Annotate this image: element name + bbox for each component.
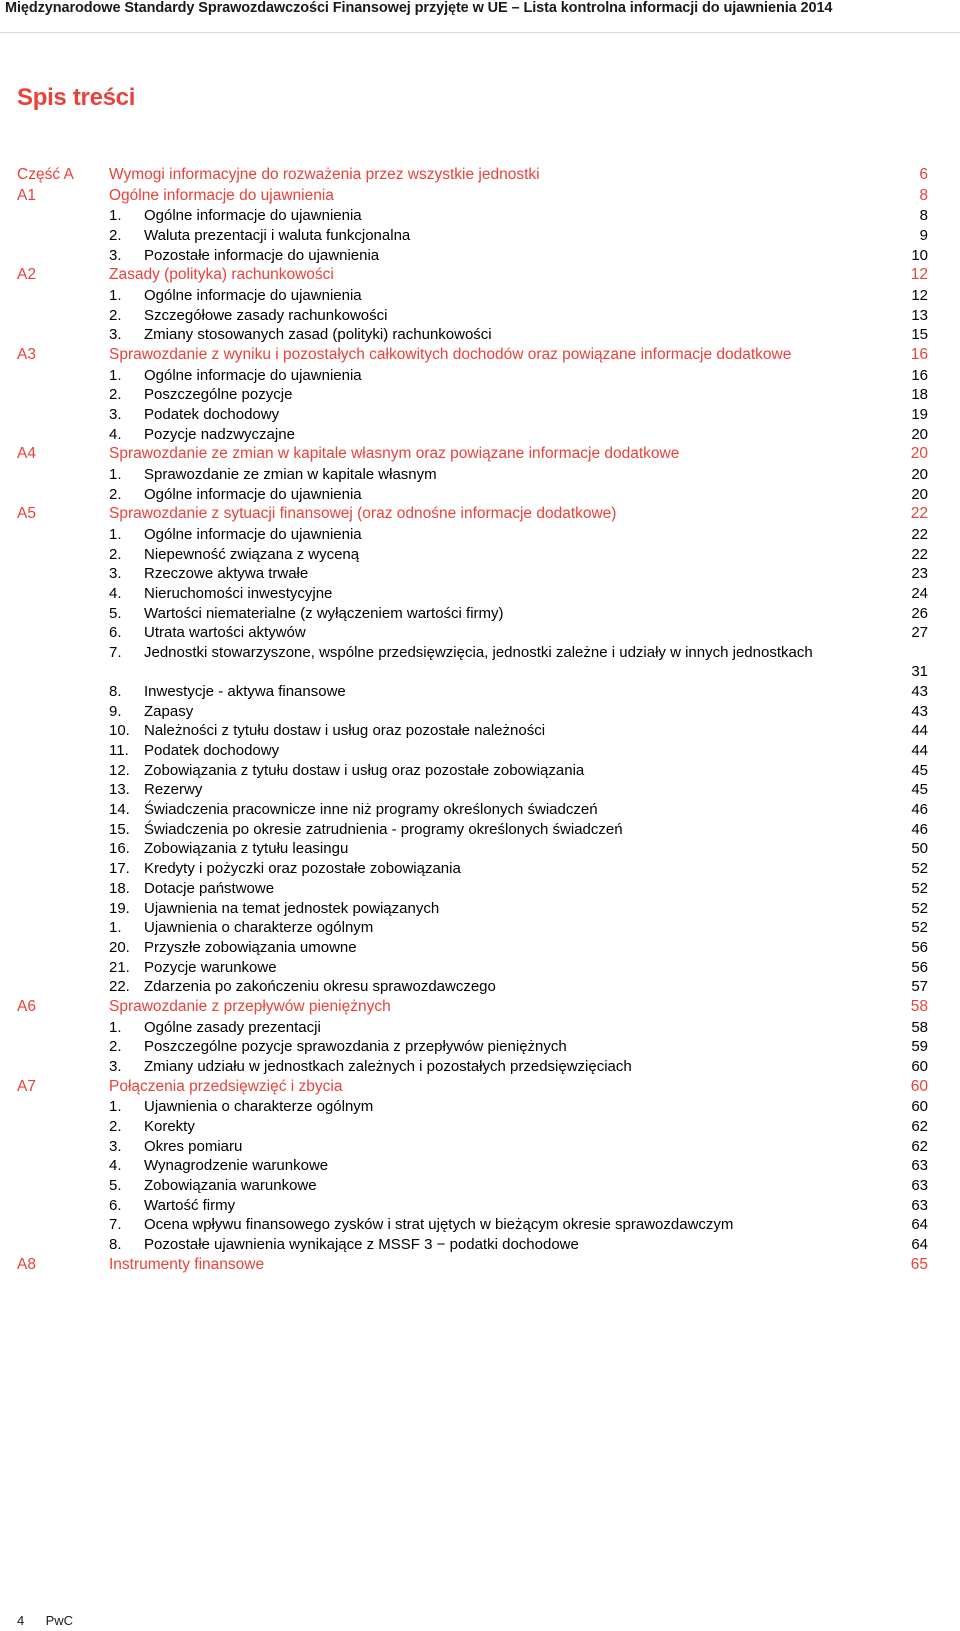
toc-item-label: Ogólne informacje do ujawnienia <box>144 366 362 384</box>
toc-section-title: Sprawozdanie ze zmian w kapitale własnym oraz powiązane informacje dodatkowe <box>109 445 680 463</box>
toc-item-label: Świadczenia pracownicze inne niż programy określonych świadczeń <box>144 801 598 819</box>
toc-item-label: Zmiany stosowanych zasad (polityki) rachunkowości <box>144 326 492 344</box>
toc-item-row[interactable] <box>0 643 960 682</box>
toc-page-number: 64 <box>911 1236 928 1253</box>
toc-item-number: 2. <box>109 1117 122 1135</box>
toc-item-row[interactable] <box>0 325 960 345</box>
toc-page-number: 19 <box>911 405 928 423</box>
toc-page-number: 20 <box>911 465 928 483</box>
toc-item-label: Ogólne informacje do ujawnienia <box>144 485 362 503</box>
toc-item-number: 3. <box>109 1057 122 1075</box>
toc-item-row[interactable] <box>0 918 960 938</box>
toc-item-label: Ujawnienia o charakterze ogólnym <box>144 919 374 937</box>
toc-section-title: Połączenia przedsięwzięć i zbycia <box>109 1077 343 1095</box>
toc-item-number: 2. <box>109 545 122 563</box>
toc-item-row[interactable] <box>0 977 960 997</box>
toc-page-number: 46 <box>911 820 928 838</box>
toc-item-label: Rzeczowe aktywa trwałe <box>144 565 309 583</box>
toc-item-label: Jednostki stowarzyszone, wspólne przedsięwzięcia, jednostki zależne i udziały w innych jednostkach <box>144 643 813 661</box>
toc-item-number: 3. <box>109 1137 122 1155</box>
toc-item-row[interactable] <box>0 839 960 859</box>
toc-page-number: 60 <box>911 1057 928 1075</box>
toc-page-number: 52 <box>911 879 928 897</box>
toc-item-number: 5. <box>109 604 122 622</box>
toc-page-number: 57 <box>911 978 928 996</box>
toc-item-row[interactable] <box>0 761 960 781</box>
toc-page-number: 63 <box>911 1176 928 1194</box>
toc-page-number: 10 <box>911 246 928 264</box>
toc-item-label: Pozostałe ujawnienia wynikające z MSSF 3 − podatki dochodowe <box>144 1236 579 1253</box>
toc-page-number: 27 <box>911 624 928 642</box>
toc-page-number: 63 <box>911 1196 928 1214</box>
toc-item-label: Podatek dochodowy <box>144 405 280 423</box>
toc-item-label: Korekty <box>144 1117 195 1135</box>
toc-section-row[interactable] <box>0 165 960 186</box>
toc-item-number: 6. <box>109 1196 122 1214</box>
toc-item-row[interactable] <box>0 545 960 565</box>
toc-item-number: 1. <box>109 286 122 304</box>
toc-item-label: Zapasy <box>144 702 194 720</box>
toc-item-number: 12. <box>109 761 130 779</box>
toc-section-code: Część A <box>17 166 74 183</box>
toc-item-label: Ogólne informacje do ujawnienia <box>144 207 362 225</box>
toc-page-number: 20 <box>911 425 928 443</box>
toc-section-code: A3 <box>17 345 36 363</box>
toc-item-row[interactable] <box>0 425 960 445</box>
toc-page-number: 15 <box>911 326 928 344</box>
toc-item-number: 7. <box>109 1216 122 1234</box>
toc-item-row[interactable] <box>0 859 960 879</box>
toc-item-number: 21. <box>109 958 130 976</box>
header-title: Międzynarodowe Standardy Sprawozdawczości Finansowej przyjęte w UE – Lista kontrolna informacji do ujawnienia 2014 <box>5 0 833 16</box>
toc-item-label: Ogólne informacje do ujawnienia <box>144 525 362 543</box>
toc-page-number: 45 <box>911 781 928 799</box>
toc-item-label: Należności z tytułu dostaw i usług oraz pozostałe należności <box>144 722 546 740</box>
toc-item-row[interactable] <box>0 879 960 899</box>
toc-item-number: 3. <box>109 565 122 583</box>
toc-item-number: 7. <box>109 643 122 661</box>
toc-page-number: 52 <box>911 899 928 917</box>
toc-page-number: 43 <box>911 682 928 700</box>
toc-item-row[interactable] <box>0 820 960 840</box>
toc-item-row[interactable] <box>0 741 960 761</box>
toc-page-number: 12 <box>911 286 928 304</box>
page-footer <box>17 1613 73 1628</box>
toc-item-row[interactable] <box>0 1176 960 1196</box>
toc-item-row[interactable] <box>0 1057 960 1077</box>
toc-section-row[interactable] <box>0 997 960 1018</box>
toc-page-number: 58 <box>910 997 928 1015</box>
toc-page-number: 52 <box>911 919 928 937</box>
toc-item-label: Okres pomiaru <box>144 1137 243 1155</box>
toc-item-row[interactable] <box>0 1235 960 1255</box>
toc-item-row[interactable] <box>0 1196 960 1216</box>
toc-page-number: 43 <box>911 702 928 720</box>
toc-section-title: Sprawozdanie z sytuacji finansowej (oraz odnośne informacje dodatkowe) <box>109 505 617 523</box>
toc-item-label: Zmiany udziału w jednostkach zależnych i pozostałych przedsięwzięciach <box>144 1057 632 1075</box>
toc-page-number: 56 <box>911 938 928 956</box>
toc-item-label: Ujawnienia na temat jednostek powiązanych <box>144 899 440 917</box>
toc-item-row[interactable] <box>0 721 960 741</box>
toc-page-number: 46 <box>911 801 928 819</box>
toc-page-number: 8 <box>919 207 928 225</box>
footer-page-number: 4 <box>17 1613 25 1628</box>
toc-page-number: 23 <box>911 565 928 583</box>
toc-item-row[interactable] <box>0 246 960 266</box>
toc-page-number: 56 <box>911 958 928 976</box>
toc-page-number: 16 <box>911 366 928 384</box>
toc-page-number: 20 <box>911 485 928 503</box>
toc-item-number: 11. <box>109 742 129 759</box>
toc-section-code: A1 <box>17 186 36 204</box>
toc-item-number: 2. <box>109 386 122 404</box>
toc-page-number: 44 <box>911 742 928 759</box>
toc-item-number: 8. <box>109 682 122 700</box>
toc-section-title: Zasady (polityka) rachunkowości <box>109 266 334 284</box>
toc-item-row[interactable] <box>0 623 960 643</box>
toc-item-number: 1. <box>109 525 122 543</box>
toc-item-number: 14. <box>109 801 130 819</box>
toc-page-number: 44 <box>911 722 928 740</box>
toc-section-title: Instrumenty finansowe <box>109 1255 265 1273</box>
toc-page-number: 22 <box>910 505 928 523</box>
toc-page-number: 18 <box>911 386 928 404</box>
toc-item-row[interactable] <box>0 525 960 545</box>
toc-item-row[interactable] <box>0 1117 960 1137</box>
toc-item-label: Pozycje warunkowe <box>144 958 277 976</box>
toc-item-label: Przyszłe zobowiązania umowne <box>144 938 357 956</box>
toc-item-number: 15. <box>109 820 130 838</box>
toc-item-number: 1. <box>109 1098 122 1116</box>
toc-item-label: Sprawozdanie ze zmian w kapitale własnym <box>144 465 437 483</box>
toc-page-number: 63 <box>911 1157 928 1175</box>
toc-item-label: Zdarzenia po zakończeniu okresu sprawozdawczego <box>144 978 496 996</box>
toc-item-number: 19. <box>109 899 130 917</box>
toc-item-row[interactable] <box>0 702 960 722</box>
toc-item-number: 9. <box>109 702 122 720</box>
toc-item-label: Świadczenia po okresie zatrudnienia - programy określonych świadczeń <box>144 820 623 838</box>
toc-page-number: 31 <box>911 663 928 681</box>
toc-item-label: Zobowiązania z tytułu leasingu <box>144 840 349 858</box>
toc-item-row[interactable] <box>0 286 960 306</box>
toc-page-number: 52 <box>911 860 928 878</box>
toc-item-row[interactable] <box>0 1018 960 1038</box>
toc-item-label: Waluta prezentacji i waluta funkcjonalna <box>144 226 411 244</box>
toc-page-number: 20 <box>910 445 928 463</box>
toc-page-number: 64 <box>911 1216 928 1234</box>
toc-section-row[interactable] <box>0 444 960 465</box>
toc-item-row[interactable] <box>0 1215 960 1235</box>
toc-item-label: Ujawnienia o charakterze ogólnym <box>144 1098 374 1116</box>
toc-item-row[interactable] <box>0 405 960 425</box>
toc-page-number: 62 <box>911 1117 928 1135</box>
toc-item-number: 22. <box>109 978 130 996</box>
toc-item-label: Zobowiązania z tytułu dostaw i usług oraz pozostałe zobowiązania <box>144 761 585 779</box>
toc-item-number: 1. <box>109 207 122 225</box>
toc-section-code: A8 <box>17 1255 36 1273</box>
toc-section-row[interactable] <box>0 1077 960 1098</box>
toc-page-number: 58 <box>911 1018 928 1036</box>
toc-section-title: Sprawozdanie z przepływów pieniężnych <box>109 997 391 1015</box>
toc-item-label: Pozostałe informacje do ujawnienia <box>144 246 380 264</box>
toc-section-title: Ogólne informacje do ujawnienia <box>109 186 334 204</box>
toc-item-label: Kredyty i pożyczki oraz pozostałe zobowiązania <box>144 860 461 878</box>
toc-section-code: A2 <box>17 266 36 284</box>
table-of-contents <box>0 165 960 1275</box>
toc-item-number: 17. <box>109 860 130 878</box>
toc-item-row[interactable] <box>0 938 960 958</box>
toc-item-number: 3. <box>109 246 122 264</box>
toc-page-number: 24 <box>911 584 928 602</box>
toc-item-number: 1. <box>109 465 122 483</box>
toc-item-number: 4. <box>109 1157 122 1175</box>
toc-section-code: A4 <box>17 445 36 463</box>
toc-item-label: Zobowiązania warunkowe <box>144 1176 317 1194</box>
toc-item-row[interactable] <box>0 1037 960 1057</box>
toc-section-code: A6 <box>17 997 36 1015</box>
toc-section-row[interactable] <box>0 186 960 207</box>
toc-item-number: 1. <box>109 1018 122 1036</box>
toc-item-number: 6. <box>109 624 122 642</box>
toc-item-row[interactable] <box>0 682 960 702</box>
toc-item-label: Rezerwy <box>144 781 203 799</box>
toc-page-number: 59 <box>911 1038 928 1056</box>
toc-item-row[interactable] <box>0 226 960 246</box>
toc-item-row[interactable] <box>0 800 960 820</box>
toc-section-code: A7 <box>17 1077 36 1095</box>
toc-item-row[interactable] <box>0 584 960 604</box>
toc-page-number: 8 <box>919 186 928 204</box>
toc-section-row[interactable] <box>0 504 960 525</box>
toc-page-number: 12 <box>910 266 928 284</box>
toc-item-number: 2. <box>109 1038 122 1056</box>
toc-item-number: 1. <box>109 919 122 937</box>
toc-item-row[interactable] <box>0 306 960 326</box>
toc-section-title: Wymogi informacyjne do rozważenia przez wszystkie jednostki <box>109 166 540 183</box>
toc-item-number: 8. <box>109 1236 122 1253</box>
toc-item-row[interactable] <box>0 1137 960 1157</box>
toc-item-label: Inwestycje - aktywa finansowe <box>144 682 346 700</box>
toc-item-row[interactable] <box>0 958 960 978</box>
toc-page-number: 45 <box>911 761 928 779</box>
toc-item-label: Poszczególne pozycje sprawozdania z przepływów pieniężnych <box>144 1038 567 1056</box>
toc-page-number: 22 <box>911 525 928 543</box>
running-header <box>0 0 960 33</box>
toc-item-row[interactable] <box>0 465 960 485</box>
toc-item-number: 3. <box>109 326 122 344</box>
toc-item-number: 18. <box>109 879 130 897</box>
toc-item-number: 4. <box>109 584 122 602</box>
toc-item-number: 3. <box>109 405 122 423</box>
toc-item-number: 20. <box>109 938 130 956</box>
toc-item-label: Wynagrodzenie warunkowe <box>144 1157 329 1175</box>
toc-item-number: 5. <box>109 1176 122 1194</box>
toc-item-label: Poszczególne pozycje <box>144 386 293 404</box>
toc-item-row[interactable] <box>0 780 960 800</box>
toc-section-row[interactable] <box>0 345 960 366</box>
toc-page-number: 65 <box>910 1255 928 1273</box>
toc-page-number: 60 <box>911 1098 928 1116</box>
toc-section-row[interactable] <box>0 265 960 286</box>
toc-item-label: Nieruchomości inwestycyjne <box>144 584 333 602</box>
toc-item-number: 2. <box>109 485 122 503</box>
toc-item-row[interactable] <box>0 899 960 919</box>
toc-item-row[interactable] <box>0 1156 960 1176</box>
toc-item-number: 4. <box>109 425 122 443</box>
toc-item-number: 10. <box>109 722 130 740</box>
toc-item-row[interactable] <box>0 1097 960 1117</box>
toc-item-label: Podatek dochodowy <box>144 742 280 759</box>
toc-item-number: 13. <box>109 781 130 799</box>
toc-item-label: Szczegółowe zasady rachunkowości <box>144 306 388 324</box>
toc-item-number: 1. <box>109 366 122 384</box>
toc-item-label: Wartość firmy <box>144 1196 236 1214</box>
toc-item-number: 2. <box>109 226 122 244</box>
toc-page-number: 60 <box>910 1077 928 1095</box>
toc-item-label: Dotacje państwowe <box>144 879 275 897</box>
toc-item-row[interactable] <box>0 485 960 505</box>
toc-item-label: Pozycje nadzwyczajne <box>144 425 295 443</box>
toc-item-row[interactable] <box>0 366 960 386</box>
toc-item-row[interactable] <box>0 206 960 226</box>
toc-item-label: Ogólne zasady prezentacji <box>144 1018 321 1036</box>
toc-page-number: 62 <box>911 1137 928 1155</box>
toc-item-label: Ogólne informacje do ujawnienia <box>144 286 362 304</box>
footer-brand: PwC <box>45 1613 74 1628</box>
toc-section-row[interactable] <box>0 1255 960 1276</box>
page-title: Spis treści <box>17 84 136 111</box>
toc-page-number: 16 <box>910 345 928 363</box>
toc-item-label: Niepewność związana z wyceną <box>144 545 360 563</box>
toc-item-row[interactable] <box>0 385 960 405</box>
toc-page-number: 22 <box>911 545 928 563</box>
toc-item-row[interactable] <box>0 564 960 584</box>
toc-page-number: 50 <box>911 840 928 858</box>
toc-section-code: A5 <box>17 505 36 523</box>
toc-page-number: 13 <box>911 306 928 324</box>
toc-item-row[interactable] <box>0 604 960 624</box>
toc-page-number: 26 <box>911 604 928 622</box>
toc-item-label: Ocena wpływu finansowego zysków i strat ujętych w bieżącym okresie sprawozdawczym <box>144 1216 734 1234</box>
toc-item-number: 16. <box>109 840 130 858</box>
toc-section-title: Sprawozdanie z wyniku i pozostałych całkowitych dochodów oraz powiązane informacje dodatkowe <box>109 345 792 363</box>
toc-page-number: 6 <box>919 166 928 183</box>
toc-item-label: Wartości niematerialne (z wyłączeniem wartości firmy) <box>144 604 504 622</box>
toc-page-number: 9 <box>919 226 928 244</box>
toc-item-number: 2. <box>109 306 122 324</box>
toc-item-label: Utrata wartości aktywów <box>144 624 306 642</box>
